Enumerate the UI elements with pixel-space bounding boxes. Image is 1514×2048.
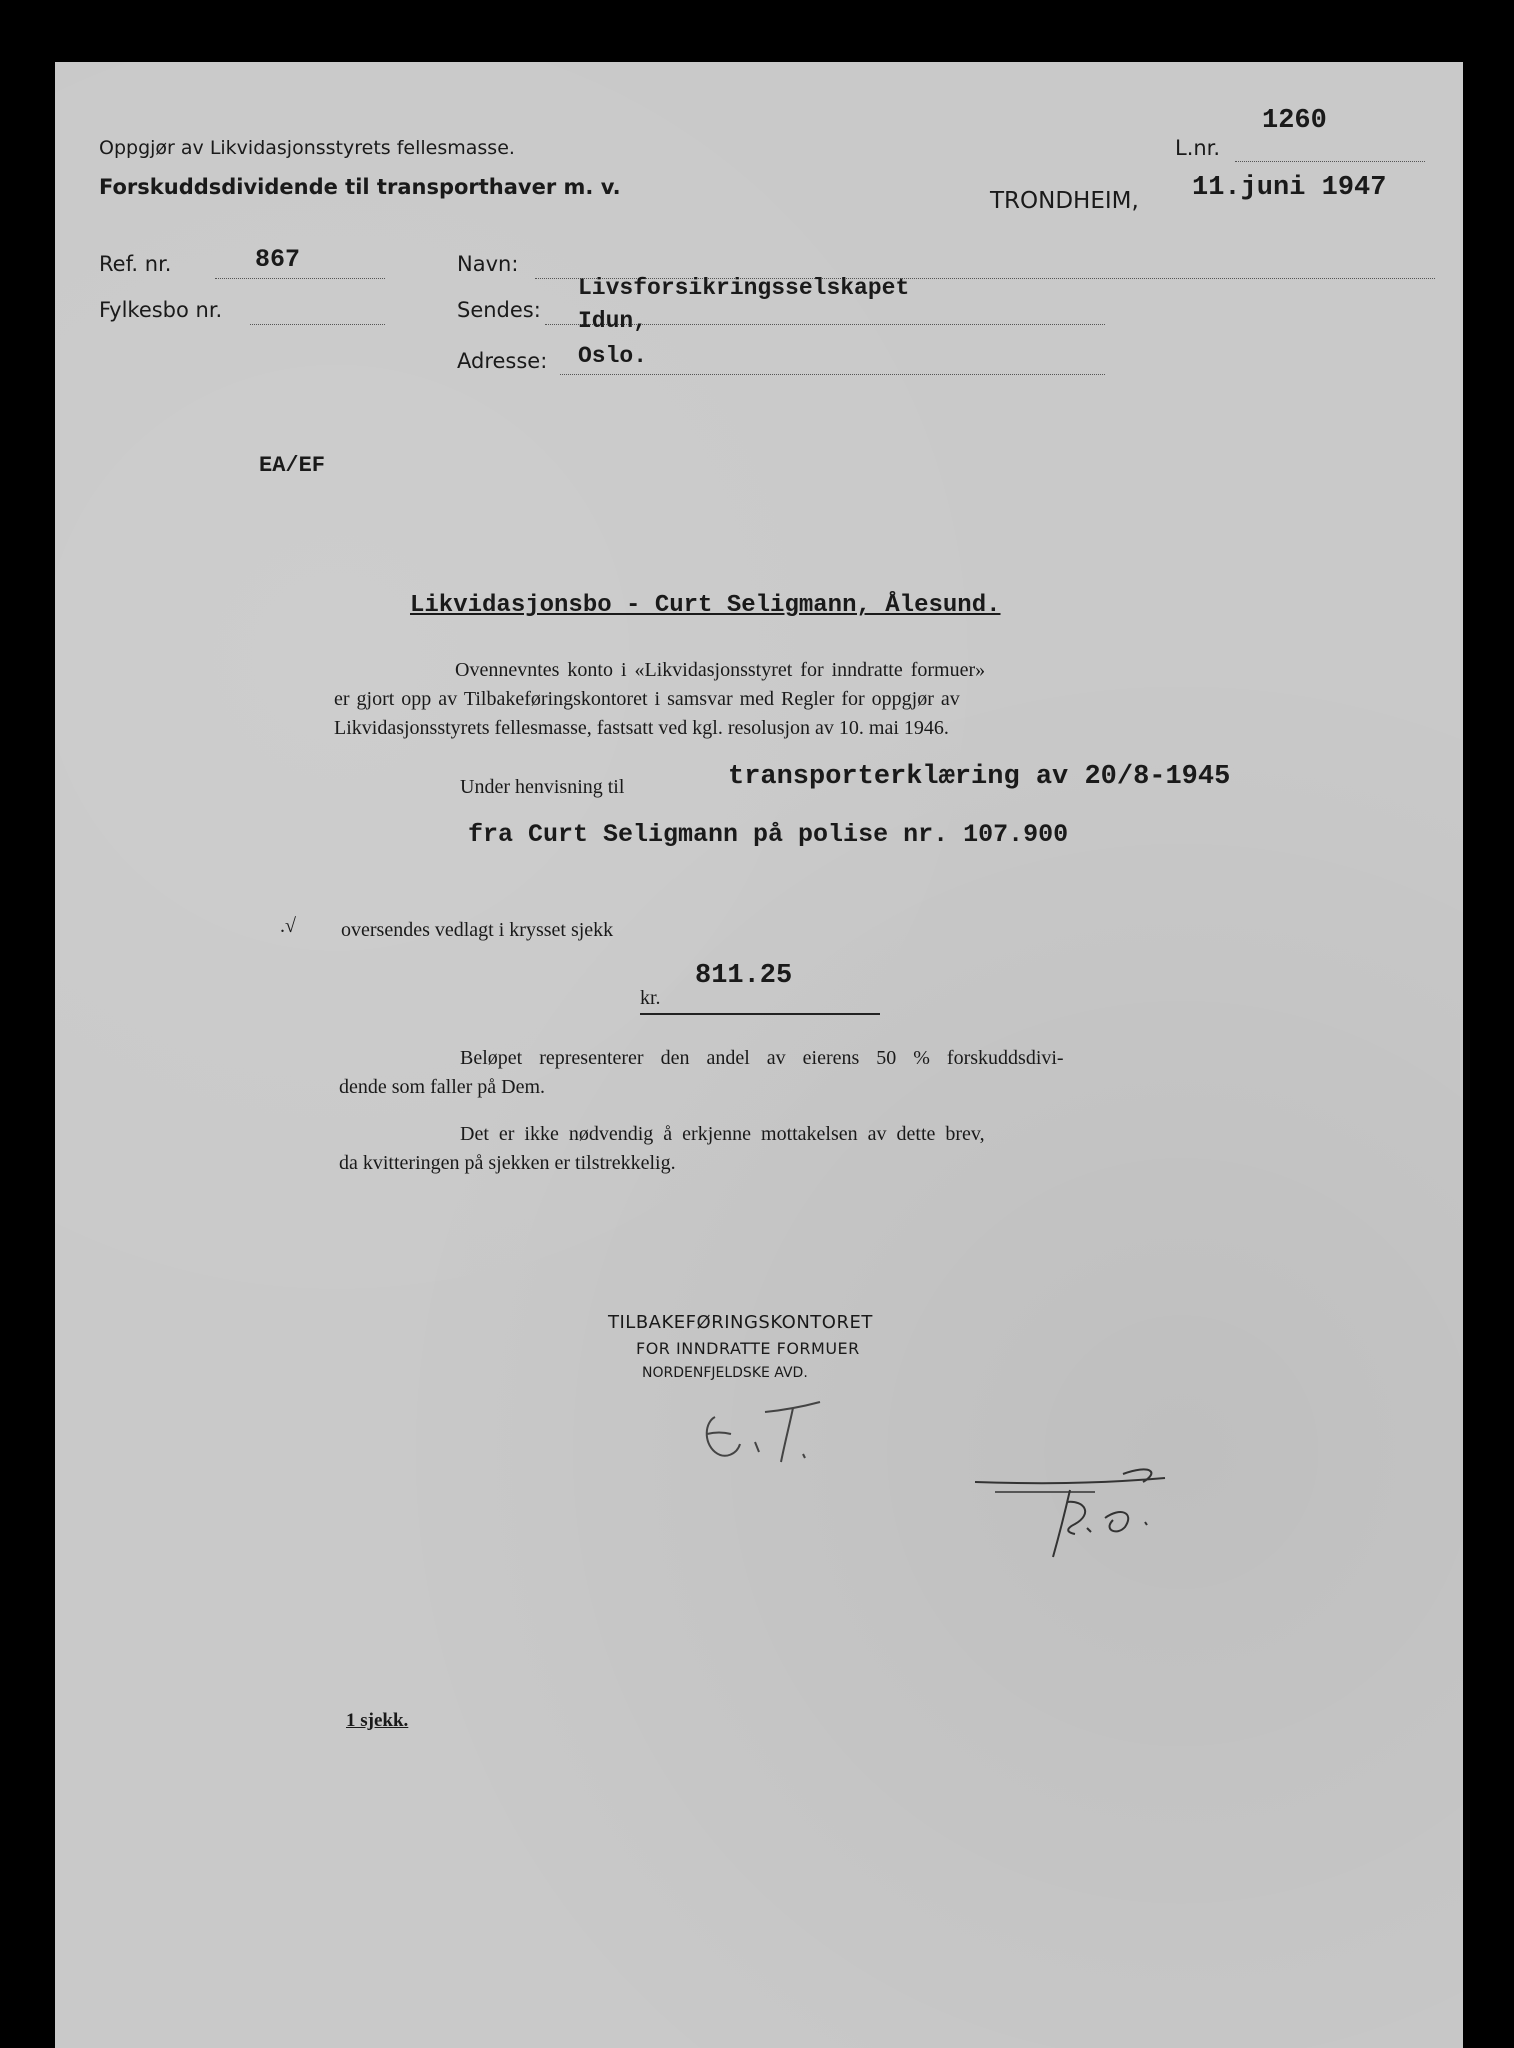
handwritten-signature-2 [975,1462,1215,1582]
org-line1: TILBAKEFØRINGSKONTORET [608,1312,873,1333]
para2-line1: Beløpet representerer den andel av eierens 50 % forskuddsdivi- [460,1047,1064,1069]
ref-label: Ref. nr. [99,252,172,276]
para1-line1: Ovennevntes konto i «Likvidasjonsstyret for inndratte formuer» [455,659,986,681]
header-line1: Oppgjør av Likvidasjonsstyrets fellesmasse. [99,137,515,159]
org-line2: FOR INNDRATTE FORMUER [636,1339,860,1358]
recipient-line1: Livsforsikringsselskapet [578,275,910,301]
lnr-label: L.nr. [1175,136,1221,160]
date: 11.juni 1947 [1192,173,1387,203]
para2-line2: dende som faller på Dem. [339,1076,546,1098]
fylkesbo-label: Fylkesbo nr. [99,298,223,322]
amount-underline [640,1013,880,1015]
recipient-line2: Idun, [578,308,648,334]
enclosure: 1 sjekk. [346,1710,409,1731]
reference-typed2: fra Curt Seligmann på polise nr. 107.900 [468,820,1069,849]
handwritten-signature-1 [685,1382,845,1492]
para1-line2: er gjort opp av Tilbakeføringskontoret i samsvar med Regler for oppgjør av [334,688,960,710]
para3-line1: Det er ikke nødvendig å erkjenne mottakelsen av dette brev, [460,1123,985,1145]
city: TRONDHEIM, [990,188,1139,214]
lnr-value: 1260 [1262,106,1327,136]
subject: Likvidasjonsbo - Curt Seligmann, Ålesund. [410,592,1001,619]
reference-prefix: Under henvisning til [460,776,625,798]
document-page [55,62,1463,2048]
header-line2: Forskuddsdividende til transporthaver m. v. [99,175,621,199]
recipient-line3: Oslo. [578,343,648,369]
reference-typed1: transporterklæring av 20/8-1945 [728,762,1231,792]
sendes-label: Sendes: [457,298,541,322]
amount: 811.25 [695,961,793,991]
adresse-label: Adresse: [457,349,548,373]
check-mark: .√ [280,915,296,937]
sent-text: oversendes vedlagt i krysset sjekk [341,919,614,941]
navn-label: Navn: [457,252,519,276]
para3-line2: da kvitteringen på sjekken er tilstrekkelig. [339,1152,676,1174]
org-line3: NORDENFJELDSKE AVD. [642,1365,808,1381]
para1-line3: Likvidasjonsstyrets fellesmasse, fastsatt ved kgl. resolusjon av 10. mai 1946. [334,717,949,739]
ref-value: 867 [255,245,301,274]
initials: EA/EF [259,453,326,478]
kr-label: kr. [640,987,661,1009]
